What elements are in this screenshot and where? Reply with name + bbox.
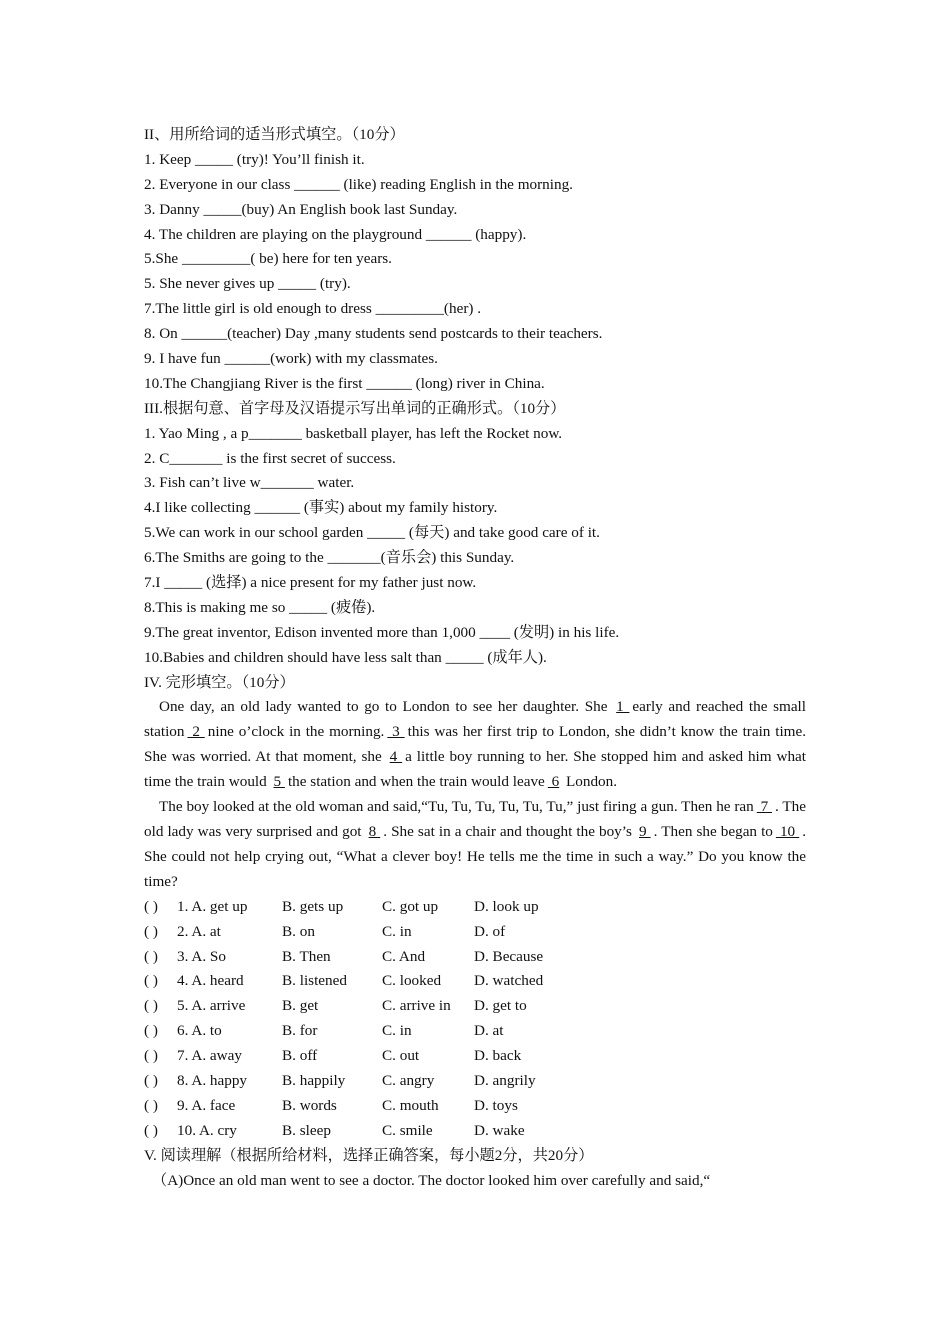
fill-in-item: 5. She never gives up _____ (try). <box>144 275 351 293</box>
cloze-paragraph-2: The boy looked at the old woman and said,“Tu, Tu, Tu, Tu, Tu, Tu,” just firing a gun. Then he ran 7 . The old lady was very surprised and got 8 . She sat in a chair and thought the boy’s 9 . Then she began to 10 . She could not help crying out, “What a clever boy! He tells me the time in such a way.” Do you know the time? <box>144 798 807 890</box>
option-d: D. wake <box>474 1121 525 1139</box>
option-c: C. angry <box>382 1071 435 1089</box>
cloze-paragraph-1: One day, an old lady wanted to go to London to see her daughter. She 1 early and reached the small station 2 nine o’clock in the morning. 3 this was her first trip to London, she didn’t know the train time. She was worried. At that moment, she 4 a little boy running to her. She stopped him and asked him what time the train would 5 the station and when the train would leave 6 London. <box>144 698 807 791</box>
cloze-blank-3: 3 <box>387 723 405 741</box>
cloze-blank-4: 4 <box>389 748 403 766</box>
option-a: 10. A. cry <box>177 1121 237 1139</box>
fill-in-item: 3. Danny _____(buy) An English book last Sunday. <box>144 200 458 218</box>
word-form-item: 2. C_______ is the first secret of success. <box>144 449 396 467</box>
word-form-item: 8.This is making me so _____ (疲倦). <box>144 598 376 616</box>
fill-in-item: 2. Everyone in our class ______ (like) reading English in the morning. <box>144 175 573 193</box>
word-form-item: 4.I like collecting ______ (事实) about my family history. <box>144 499 498 517</box>
option-c: C. in <box>382 1022 412 1040</box>
choice-row <box>144 895 806 920</box>
option-a: 1. A. get up <box>177 897 248 915</box>
reading-passage-a: （A)Once an old man went to see a doctor. The doctor looked him over carefully and said,“ <box>152 1171 711 1189</box>
word-form-item: 1. Yao Ming , a p_______ basketball player, has left the Rocket now. <box>144 424 563 442</box>
option-c: C. arrive in <box>382 997 451 1015</box>
section-2-list <box>144 148 806 397</box>
option-d: D. get to <box>474 997 527 1015</box>
answer-bracket: ( ) <box>144 1121 158 1139</box>
option-d: D. of <box>474 922 506 940</box>
option-c: C. mouth <box>382 1096 439 1114</box>
cloze-blank-7: 7 <box>756 798 773 816</box>
option-a: 5. A. arrive <box>177 997 246 1015</box>
answer-bracket: ( ) <box>144 897 158 915</box>
answer-bracket: ( ) <box>144 922 158 940</box>
option-a: 9. A. face <box>177 1096 236 1114</box>
choice-row <box>144 969 806 994</box>
option-d: D. look up <box>474 897 539 915</box>
cloze-blank-8: 8 <box>368 823 381 841</box>
choice-row <box>144 994 806 1019</box>
choice-row <box>144 1069 806 1094</box>
word-form-item: 5.We can work in our school garden _____ (每天) and take good care of it. <box>144 524 600 542</box>
option-d: D. watched <box>474 972 544 990</box>
option-b: B. gets up <box>282 897 344 915</box>
section-4-heading: IV. 完形填空。（10分） <box>144 673 295 691</box>
option-b: B. get <box>282 997 319 1015</box>
option-c: C. And <box>382 947 426 965</box>
option-c: C. smile <box>382 1121 433 1139</box>
option-a: 6. A. to <box>177 1022 222 1040</box>
answer-bracket: ( ) <box>144 1096 158 1114</box>
option-d: D. back <box>474 1047 522 1065</box>
option-b: B. Then <box>282 947 331 965</box>
option-a: 7. A. away <box>177 1047 242 1065</box>
choice-row <box>144 920 806 945</box>
cloze-blank-10: 10 <box>775 823 800 841</box>
answer-bracket: ( ) <box>144 997 158 1015</box>
option-c: C. looked <box>382 972 442 990</box>
word-form-item: 3. Fish can’t live w_______ water. <box>144 474 355 492</box>
option-a: 3. A. So <box>177 947 226 965</box>
fill-in-item: 5.She _________( be) here for ten years. <box>144 250 392 268</box>
option-a: 2. A. at <box>177 922 221 940</box>
choice-row <box>144 1044 806 1069</box>
choice-row <box>144 1094 806 1119</box>
answer-bracket: ( ) <box>144 972 158 990</box>
fill-in-item: 4. The children are playing on the playground ______ (happy). <box>144 225 527 243</box>
option-b: B. on <box>282 922 315 940</box>
answer-bracket: ( ) <box>144 947 158 965</box>
fill-in-item: 1. Keep _____ (try)! You’ll finish it. <box>144 150 365 168</box>
option-b: B. off <box>282 1047 318 1065</box>
cloze-blank-6: 6 <box>547 773 560 791</box>
section-3-list <box>144 422 806 671</box>
option-a: 4. A. heard <box>177 972 244 990</box>
option-b: B. words <box>282 1096 337 1114</box>
option-d: D. Because <box>474 947 544 965</box>
cloze-blank-5: 5 <box>273 773 285 791</box>
word-form-item: 9.The great inventor, Edison invented more than 1,000 ____ (发明) in his life. <box>144 623 620 641</box>
choice-row <box>144 1119 806 1144</box>
section-5-heading: V. 阅读理解（根据所给材料，选择正确答案，每小题2分，共20分） <box>144 1146 594 1164</box>
fill-in-item: 8. On ______(teacher) Day ,many students send postcards to their teachers. <box>144 325 603 343</box>
option-c: C. out <box>382 1047 420 1065</box>
option-c: C. in <box>382 922 412 940</box>
option-b: B. happily <box>282 1071 346 1089</box>
section-2-heading: II、用所给词的适当形式填空。（10分） <box>144 126 405 143</box>
option-b: B. for <box>282 1022 318 1040</box>
cloze-choices <box>144 895 806 1144</box>
cloze-blank-1: 1 <box>616 698 630 716</box>
answer-bracket: ( ) <box>144 1071 158 1089</box>
cloze-blank-2: 2 <box>187 723 205 741</box>
fill-in-item: 10.The Changjiang River is the first ______ (long) river in China. <box>144 374 545 392</box>
answer-bracket: ( ) <box>144 1022 158 1040</box>
option-c: C. got up <box>382 897 439 915</box>
fill-in-item: 9. I have fun ______(work) with my classmates. <box>144 350 438 368</box>
section-3-heading: III.根据句意、首字母及汉语提示写出单词的正确形式。（10分） <box>144 399 566 417</box>
option-d: D. at <box>474 1022 504 1040</box>
option-a: 8. A. happy <box>177 1071 248 1089</box>
answer-bracket: ( ) <box>144 1047 158 1065</box>
word-form-item: 10.Babies and children should have less salt than _____ (成年人). <box>144 648 547 666</box>
option-b: B. listened <box>282 972 347 990</box>
cloze-blank-9: 9 <box>638 823 651 841</box>
option-d: D. toys <box>474 1096 518 1114</box>
choice-row <box>144 945 806 970</box>
word-form-item: 7.I _____ (选择) a nice present for my father just now. <box>144 574 477 592</box>
word-form-item: 6.The Smiths are going to the _______(音乐会) this Sunday. <box>144 549 515 567</box>
option-d: D. angrily <box>474 1071 536 1089</box>
choice-row <box>144 1019 806 1044</box>
option-b: B. sleep <box>282 1121 331 1139</box>
fill-in-item: 7.The little girl is old enough to dress _________(her) . <box>144 300 482 318</box>
exam-page <box>144 123 806 1193</box>
